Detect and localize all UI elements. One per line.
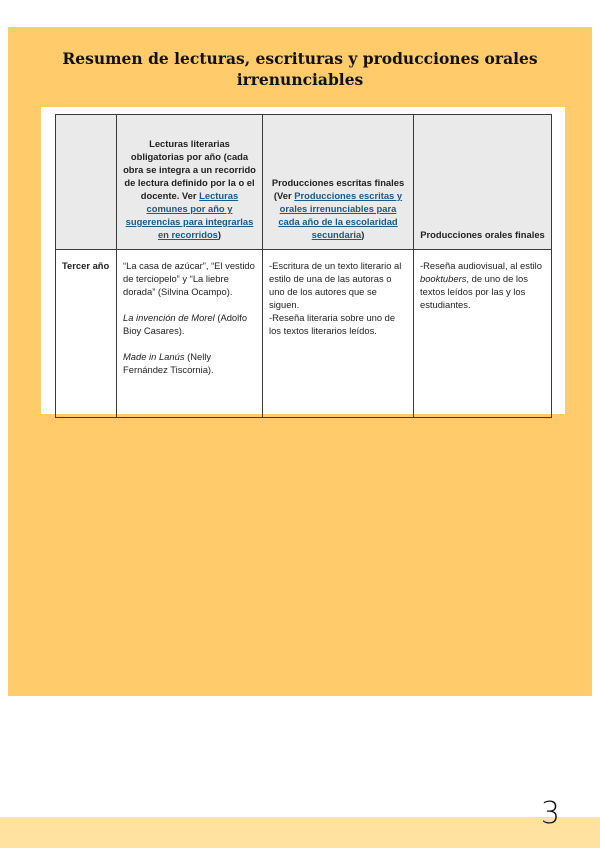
reading-lanus-author: (Nelly Fernández Tiscornia). — [123, 351, 214, 375]
reading-lanus — [123, 350, 256, 376]
page-number: 3 — [540, 796, 560, 831]
page-title — [8, 48, 592, 90]
page-title-line-1: Resumen de lecturas, escrituras y producciones orales — [62, 49, 538, 68]
link-producciones-escritas[interactable]: Producciones escritas y orales irrenunciables para cada año de la escolaridad secundaria — [278, 190, 403, 240]
footer-band — [0, 817, 600, 848]
page-title-line-2: irrenunciables — [236, 70, 364, 89]
reading-morel-title: La invención de Morel — [123, 312, 215, 323]
oral-em: booktubers — [420, 273, 467, 284]
row-label: Tercer año — [56, 250, 117, 418]
cell-oral — [414, 250, 552, 418]
summary-table — [55, 114, 552, 418]
table-image — [41, 107, 565, 414]
header-written — [263, 115, 414, 250]
reading-lanus-title: Made in Lanús — [123, 351, 185, 362]
table-header-row — [56, 115, 552, 250]
oral-post: , de uno de los textos leídos por las y los estudiantes. — [420, 273, 528, 310]
written-item-2: -Reseña literaria sobre uno de los textos literarios leídos. — [269, 312, 396, 336]
header-empty-cell — [56, 115, 117, 250]
header-readings — [117, 115, 263, 250]
oral-pre: -Reseña audiovisual, al estilo — [420, 260, 542, 271]
header-written-close: ) — [361, 229, 365, 240]
reading-ocampo: “La casa de azúcar”, “El vestido de terciopelo” y “La liebre dorada” (Silvina Ocampo). — [123, 260, 255, 297]
table-row — [56, 250, 552, 418]
header-oral: Producciones orales finales — [414, 115, 552, 250]
cell-readings — [117, 250, 263, 418]
content-panel — [8, 27, 592, 696]
header-readings-text: Lecturas literarias obligatorias por año (cada obra se integra a un recorrido de lectura definido por la o el docente. Ver — [123, 138, 256, 201]
reading-morel — [123, 311, 256, 337]
written-item-1: -Escritura de un texto literario al estilo de una de las autoras o uno de los autores que se siguen. — [269, 260, 402, 310]
cell-written — [263, 250, 414, 418]
link-lecturas-comunes[interactable]: Lecturas comunes por año y sugerencias para integrarlas en recorridos — [125, 190, 254, 240]
header-written-text: Producciones escritas finales (Ver — [271, 177, 405, 201]
reading-morel-author: (Adolfo Bioy Casares). — [123, 312, 248, 336]
header-readings-close: ) — [217, 229, 222, 240]
